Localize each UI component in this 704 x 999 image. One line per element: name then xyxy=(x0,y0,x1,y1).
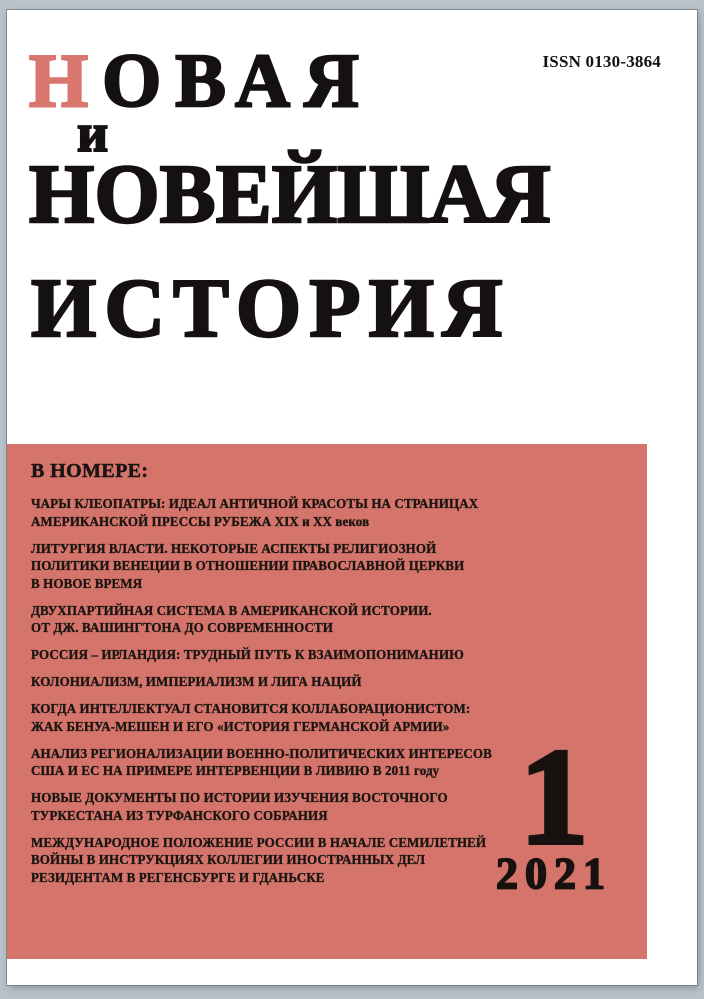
article-line: В НОВОЕ ВРЕМЯ xyxy=(31,576,143,592)
article-list xyxy=(31,496,496,897)
article-line: ДВУХПАРТИЙНАЯ СИСТЕМА В АМЕРИКАНСКОЙ ИСТОРИИ. xyxy=(31,603,432,619)
cover-page xyxy=(7,10,697,985)
article-item xyxy=(31,603,496,638)
contents-panel xyxy=(7,444,647,959)
article-item xyxy=(31,541,496,594)
issue-number: 1 xyxy=(519,720,589,873)
issn-label: ISSN 0130-3864 xyxy=(542,52,661,71)
masthead-line-1-rest: ОВАЯ xyxy=(102,39,373,123)
article-line: МЕЖДУНАРОДНОЕ ПОЛОЖЕНИЕ РОССИИ В НАЧАЛЕ СЕМИЛЕТНЕЙ xyxy=(31,835,487,851)
issue-year: 2021 xyxy=(496,849,612,898)
article-item xyxy=(31,496,496,531)
masthead-accent-letter: Н xyxy=(29,39,103,123)
article-line: ВОЙНЫ В ИНСТРУКЦИЯХ КОЛЛЕГИИ ИНОСТРАННЫХ ДЕЛ xyxy=(31,853,426,868)
masthead-line-2: и xyxy=(77,103,109,163)
article-item xyxy=(31,746,496,781)
article-line: ОТ ДЖ. ВАШИНГТОНА ДО СОВРЕМЕННОСТИ xyxy=(31,621,334,636)
article-line: НОВЫЕ ДОКУМЕНТЫ ПО ИСТОРИИ ИЗУЧЕНИЯ ВОСТОЧНОГО xyxy=(31,791,448,806)
article-line: АНАЛИЗ РЕГИОНАЛИЗАЦИИ ВОЕННО-ПОЛИТИЧЕСКИХ ИНТЕРЕСОВ xyxy=(31,746,492,762)
article-line: РОССИЯ – ИРЛАНДИЯ: ТРУДНЫЙ ПУТЬ К ВЗАИМОПОНИМАНИЮ xyxy=(31,648,464,663)
article-line: АМЕРИКАНСКОЙ ПРЕССЫ РУБЕЖА XIX и XX веков xyxy=(31,514,370,530)
article-line: ЖАК БЕНУА-МЕШЕН И ЕГО «ИСТОРИЯ ГЕРМАНСКОЙ АРМИИ» xyxy=(31,719,450,735)
article-item xyxy=(31,674,496,692)
article-line: ЧАРЫ КЛЕОПАТРЫ: ИДЕАЛ АНТИЧНОЙ КРАСОТЫ НА СТРАНИЦАХ xyxy=(31,497,479,512)
article-item xyxy=(31,835,496,888)
article-item xyxy=(31,647,496,665)
contents-heading: В НОМЕРЕ: xyxy=(31,460,149,482)
article-line: РЕЗИДЕНТАМ В РЕГЕНСБУРГЕ И ГДАНЬСКЕ xyxy=(31,870,325,886)
article-line: КОЛОНИАЛИЗМ, ИМПЕРИАЛИЗМ И ЛИГА НАЦИЙ xyxy=(31,675,362,690)
masthead-line-4: ИСТОРИЯ xyxy=(31,262,511,355)
masthead-line-3: НОВЕЙШАЯ xyxy=(29,148,551,241)
article-line: ТУРКЕСТАНА ИЗ ТУРФАНСКОГО СОБРАНИЯ xyxy=(31,808,328,824)
article-line: ЛИТУРГИЯ ВЛАСТИ. НЕКОТОРЫЕ АСПЕКТЫ РЕЛИГИОЗНОЙ xyxy=(31,541,437,557)
article-item xyxy=(31,701,496,736)
article-line: США И ЕС НА ПРИМЕРЕ ИНТЕРВЕНЦИИ В ЛИВИЮ В 2011 году xyxy=(31,764,440,779)
issue-block xyxy=(489,720,619,898)
article-line: ПОЛИТИКИ ВЕНЕЦИИ В ОТНОШЕНИИ ПРАВОСЛАВНОЙ ЦЕРКВИ xyxy=(31,559,465,574)
article-line: КОГДА ИНТЕЛЛЕКТУАЛ СТАНОВИТСЯ КОЛЛАБОРАЦИОНИСТОМ: xyxy=(31,702,471,717)
article-item xyxy=(31,790,496,825)
